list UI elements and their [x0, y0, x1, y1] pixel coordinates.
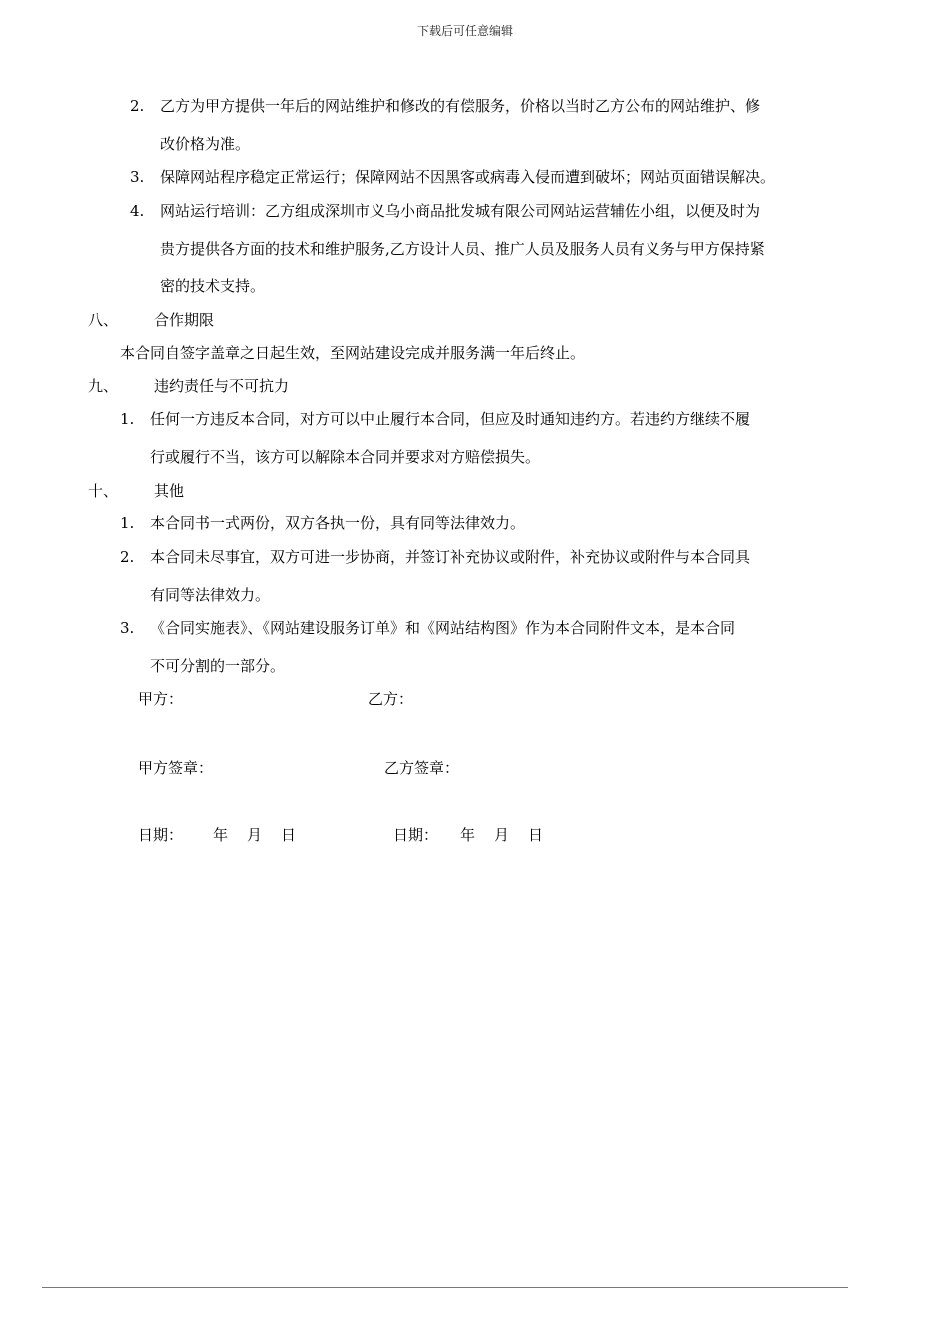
paragraph-line: 本合同书一式两份，双方各执一份，具有同等法律效力。 [150, 514, 526, 532]
party-b-label: 乙方： [368, 690, 414, 708]
paragraph-line: 本合同自签字盖章之日起生效，至网站建设完成并服务满一年后终止。 [120, 344, 586, 362]
date-b-day: 日 [528, 826, 544, 844]
item-number: 2. [120, 548, 135, 566]
date-a-label: 日期： [138, 826, 184, 844]
paragraph-line: 不可分割的一部分。 [150, 657, 286, 675]
paragraph-line: 《合同实施表》、《网站建设服务订单》和《网站结构图》作为本合同附件文本，是本合同 [150, 619, 736, 637]
item-number: 2. [130, 97, 145, 115]
section-number: 八、 [88, 311, 119, 329]
section-title: 其他 [154, 482, 185, 500]
section-number: 十、 [88, 482, 119, 500]
section-title: 合作期限 [154, 311, 215, 329]
date-a-day: 日 [281, 826, 297, 844]
party-a-label: 甲方： [138, 690, 184, 708]
item-number: 3. [130, 168, 145, 186]
paragraph-line: 有同等法律效力。 [150, 586, 271, 604]
date-b-month: 月 [494, 826, 510, 844]
item-number: 1. [120, 514, 135, 532]
party-b-seal-label: 乙方签章： [384, 759, 460, 777]
paragraph-line: 改价格为准。 [160, 135, 251, 153]
date-b-label: 日期： [393, 826, 439, 844]
paragraph-line: 任何一方违反本合同，对方可以中止履行本合同，但应及时通知违约方。若违约方继续不履 [150, 410, 751, 428]
party-a-seal-label: 甲方签章： [138, 759, 214, 777]
paragraph-line: 保障网站程序稳定正常运行；保障网站不因黑客或病毒入侵而遭到破坏；网站页面错误解决。 [160, 168, 776, 186]
paragraph-line: 贵方提供各方面的技术和维护服务,乙方设计人员、推广人员及服务人员有义务与甲方保持紧 [160, 240, 765, 258]
paragraph-line: 本合同未尽事宜，双方可进一步协商，并签订补充协议或附件，补充协议或附件与本合同具 [150, 548, 751, 566]
item-number: 1. [120, 410, 135, 428]
footer-divider [42, 1287, 848, 1288]
paragraph-line: 行或履行不当，该方可以解除本合同并要求对方赔偿损失。 [150, 448, 541, 466]
item-number: 3. [120, 619, 135, 637]
section-title: 违约责任与不可抗力 [154, 377, 290, 395]
paragraph-line: 网站运行培训：乙方组成深圳市义乌小商品批发城有限公司网站运营辅佐小组，以便及时为 [160, 202, 761, 220]
paragraph-line: 密的技术支持。 [160, 277, 266, 295]
date-a-month: 月 [247, 826, 263, 844]
date-a-year: 年 [213, 826, 229, 844]
paragraph-line: 乙方为甲方提供一年后的网站维护和修改的有偿服务，价格以当时乙方公布的网站维护、修 [160, 97, 761, 115]
date-b-year: 年 [460, 826, 476, 844]
page-header: 下载后可任意编辑 [416, 24, 513, 38]
item-number: 4. [130, 202, 145, 220]
section-number: 九、 [88, 377, 119, 395]
